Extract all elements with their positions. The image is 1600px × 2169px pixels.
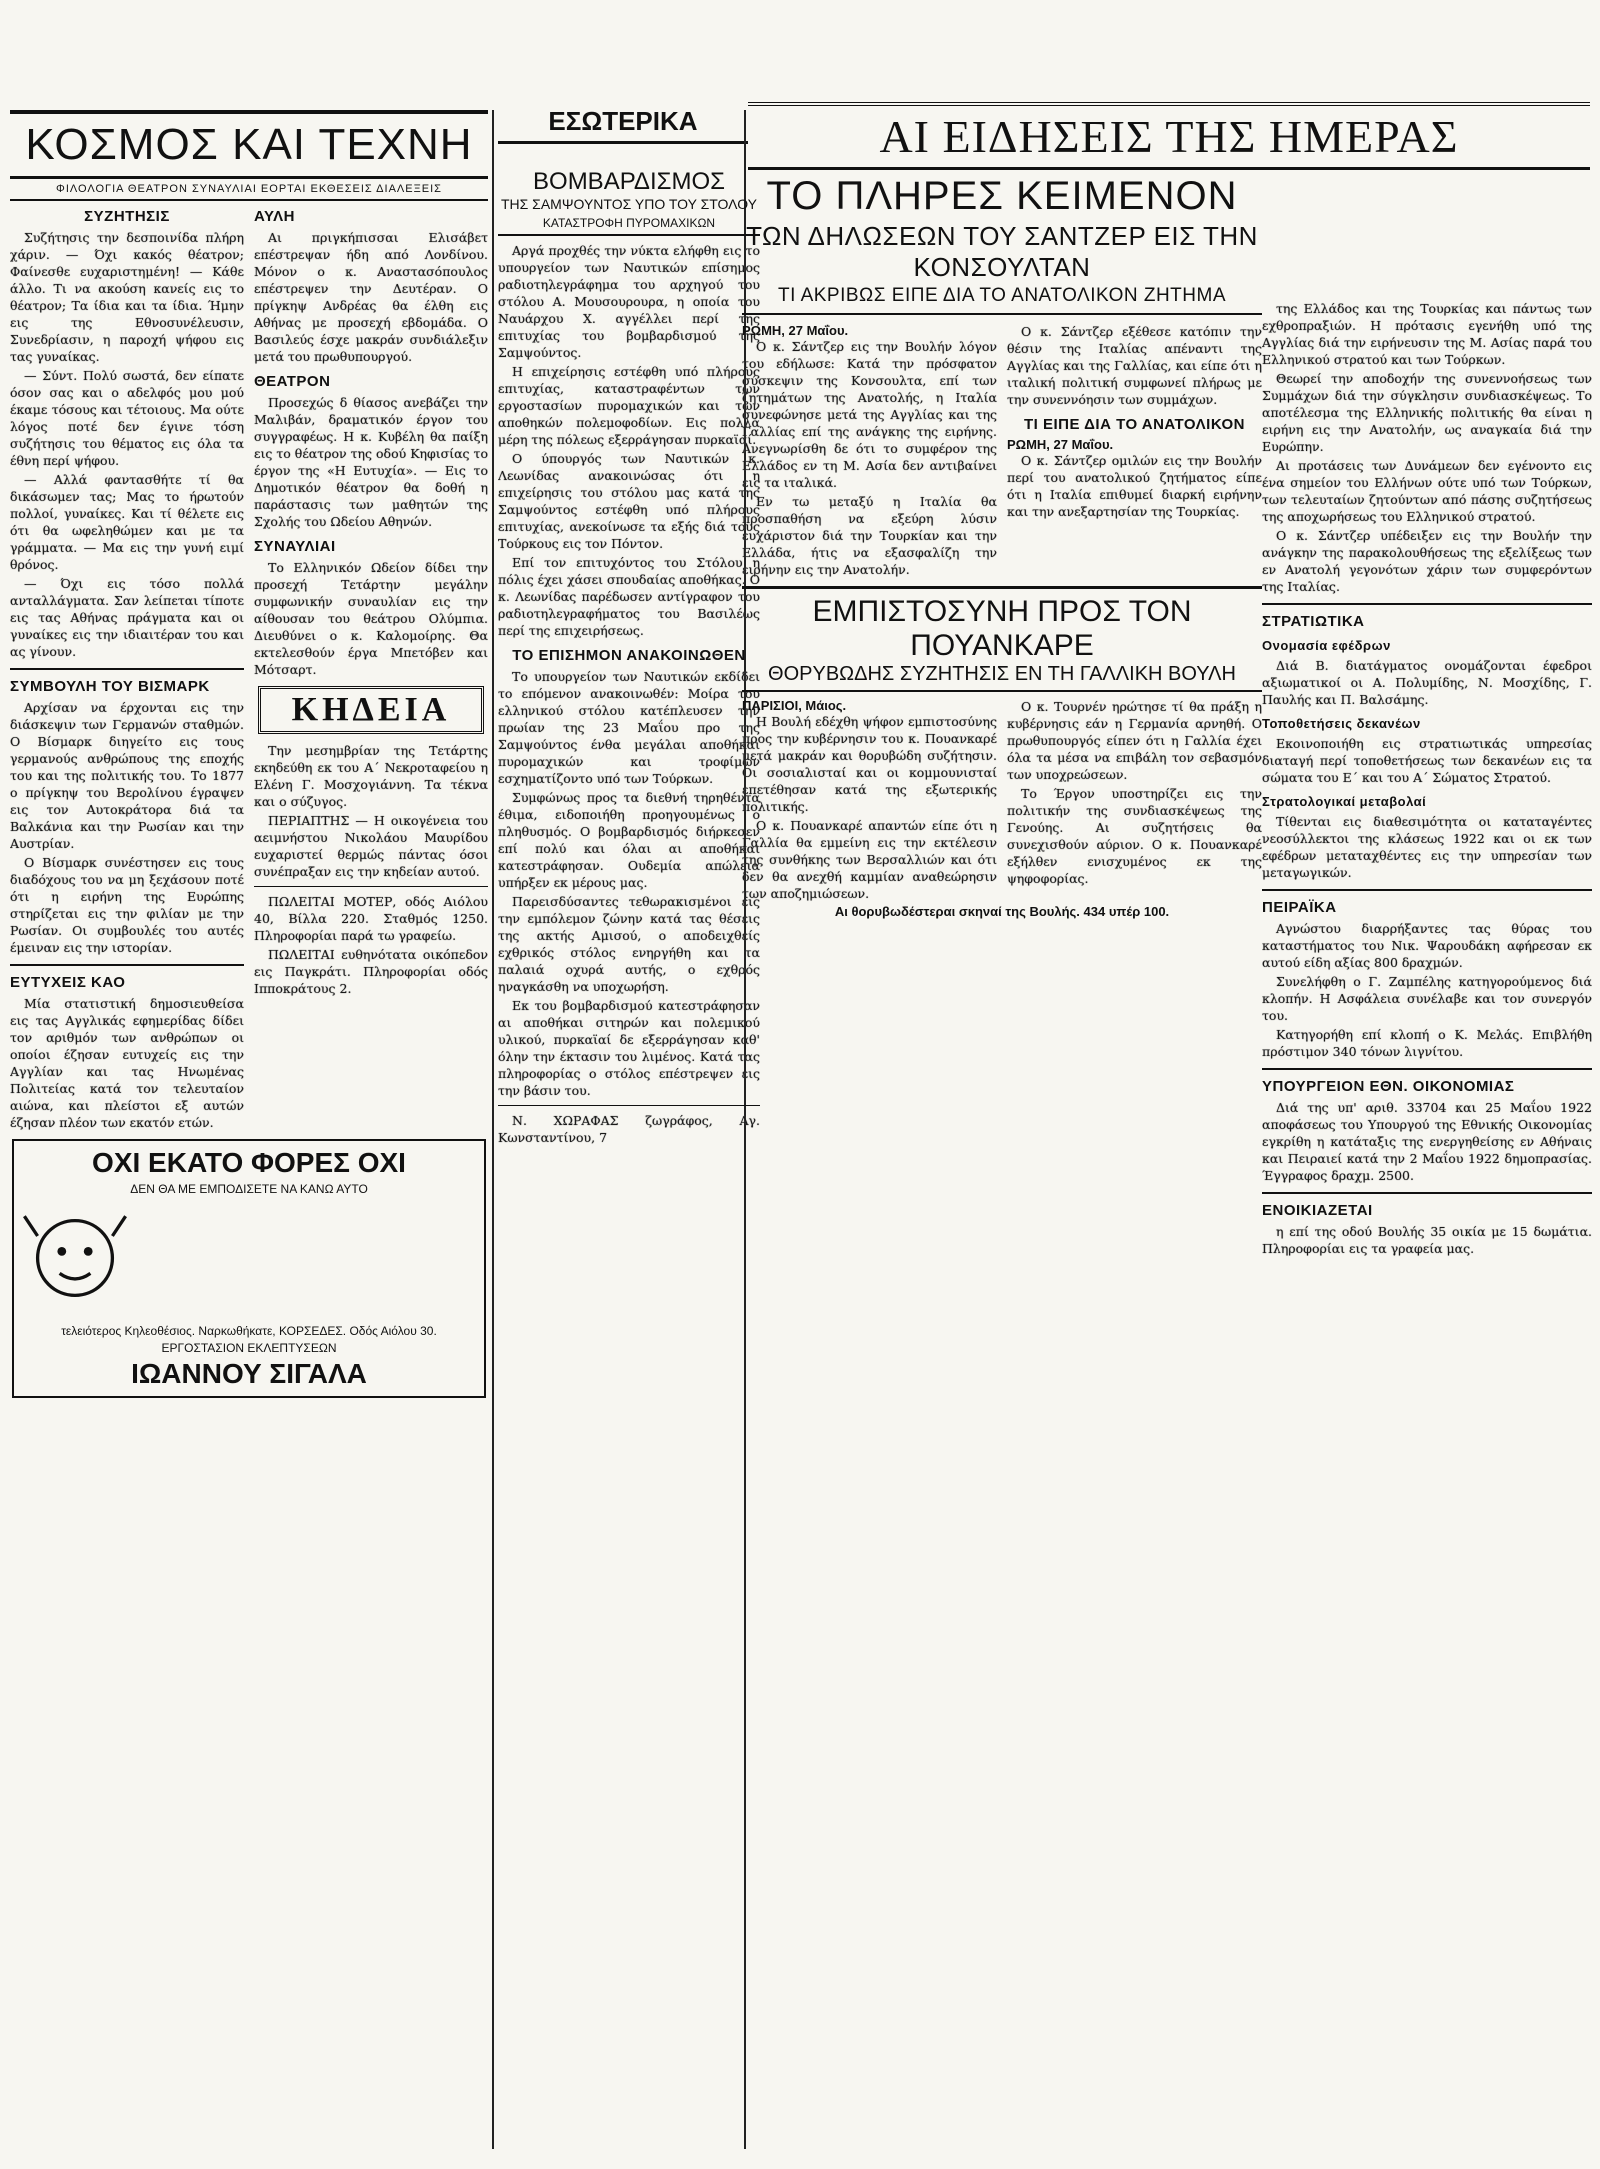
article-santzer [742,338,997,578]
heading-aylh: ΑΥΛΗ [254,208,295,225]
divider [1262,1192,1592,1194]
dateline: ΡΩΜΗ, 27 Μαΐου. [742,323,849,338]
main-right [1007,323,1262,580]
heading-syzitisis: ΣΥΖΗΤΗΣΙΣ [84,208,170,225]
paragraph: Αρχίσαν να έρχονται εις την διάσκεψιν των Γερμανών σταθμών. Ο Βίσμαρκ διηγείτο εις τους γερμανούς ανθρώπους της εποχής του και της πολιτικής του. Το 1877 ο πρίγκηψ του Βερολίνου έγραψεν εις τον Αυτοκράτορα διά τα Βαλκάνια και την Ρωσίαν και την Αυστρίαν. [10,700,244,851]
article-anatolikon [1007,452,1262,520]
article-poincare [742,713,997,902]
column-right [1262,300,1592,2149]
divider [10,668,244,670]
paragraph: της Ελλάδος και της Τουρκίας και πάντως των εχθροπραξιών. Η πρότασις εγενήθη υπό της Αγγλίας διά την ειρήνευσιν της Μ. Ασίας παρά του Ελληνικού στρατού και των Τούρκων. [1262,301,1592,367]
paragraph: Διά Β. διατάγματος ονομάζονται έφεδροι αξιωματικοί οι Α. Πολυμίδης, Ν. Μοσχίδης, Γ. Παυλής και Π. Βαλσάμης. [1262,658,1592,707]
bomb-kicker: ΚΑΤΑΣΤΡΟΦΗ ΠΥΡΟΜΑΧΙΚΩΝ [498,212,760,236]
paragraph: Θεωρεί την αποδοχήν της συνεννοήσεως των Συμμάχων διά την σύγκλησιν συνδιασκέψεως. Το αποτέλεσμα της Ελληνικής πολιτικής θα είναι η ειρήνη εις την Ανατολήν, ως αναγκαία διά την Ευρώπην. [1262,371,1592,454]
article-ypourgeion [1262,1099,1592,1184]
column-divider [492,110,494,2149]
article-enoikiazetai [1262,1223,1592,1257]
signoff [498,1112,760,1146]
column-esoterika [498,160,760,2149]
paragraph: Συνελήφθη ο Γ. Ζαμπέλης κατηγορούμενος διά κλοπήν. Η Ασφάλεια συνέλαβε και τον συνεργόν του. [1262,974,1592,1023]
paragraph: Ο ύπουργός των Ναυτικών κ. Λεωνίδας ανακοινώσας ότι η επιχείρησις του στόλου μας κατά της Σαμψούντος εστέφθη υπό πλήρους επιτυχίας, ανεκοίνωσε τα εξής διά τους Τούρκους εις τον Πόντον. [498,451,760,551]
heading-symvouli: ΣΥΜΒΟΥΛΗ ΤΟΥ ΒΙΣΜΑΡΚ [10,678,210,695]
paragraph: — Όχι εις τόσο πολλά ανταλλάγματα. Σαν λείπεται τίποτε εις τας Αθήνας πράγματα και οι γυναίκες εις την ιδιαιτέραν του και ας γίνουν. [10,576,244,659]
paragraph: Μία στατιστική δημοσιευθείσα εις τας Αγγλικάς εφημερίδας δίδει τον αριθμόν των ανθρώπων οι οποίοι έζησαν ευτυχείς εις την Αγγλίαν και τας Ηνωμένας Πολιτείας κατά τον τελευταίον αιώνα, και πλείστοι εξ αυτών έζησαν πλέον των εκατόν ετών. [10,996,244,1130]
bomb-subtitle: ΤΗΣ ΣΑΜΨΟΥΝΤΟΣ ΥΠΟ ΤΟΥ ΣΤΟΛΟΥ [500,196,758,212]
paragraph: Ο Βίσμαρκ συνέστησεν εις τους διαδόχους του να μη ξεχάσουν ποτέ ότι η ειρήνη της Ευρώπης στηρίζεται εις την φιλίαν με την Ρωσίαν. Οι συμβουλές του αυτές έμειναν εις την ιστορίαν. [10,855,244,955]
paragraph: Εκοινοποιήθη εις στρατιωτικάς υπηρεσίας διαταγή περί τοποθετήσεως των δεκανέων εις τα σώματα του Ε΄ και του Α΄ Σώματος Στρατού. [1262,736,1592,785]
col1-left [10,200,244,1133]
paragraph: η επί της οδού Βουλής 35 οικία με 15 δωμάτια. Πληροφορίαι εις τα γραφεία μας. [1262,1224,1592,1256]
heading-peiraika: ΠΕΙΡΑΪΚΑ [1262,899,1337,916]
esoterika-title: ΕΣΩΤΕΡΙΚΑ [498,102,748,144]
ad-line: τελειότερος Κηλεοθέσιος. Ναρκωθήκατε, ΚΟΡΣΕΔΕΣ. Οδός Αιόλου 30. [61,1324,437,1338]
heading-topothetisis: Τοποθετήσεις δεκανέων [1262,716,1421,731]
article-anakoinothen [498,668,760,1099]
bomb-title: ΒΟΜΒΑΡΔΙΣΜΟΣ [533,168,725,195]
paragraph: Την μεσημβρίαν της Τετάρτης εκηδεύθη εκ του Α΄ Νεκροταφείου η Ελένη Γ. Μοσχογιάννη. Τα τέκνα και ο σύζυγος. [254,743,488,809]
paragraph: Το υπουργείον των Ναυτικών εκδίδει το επόμενον ανακοινωθέν: Μοίρα του ελληνικού στόλου κατέπλευσεν την πρωίαν της 23 Μαΐου προ της Σαμψούντος ένθα μεγάλαι αποθήκαι πυρομαχικών και τροφίμων εσχηματίζοντο υπό των Τούρκων. [498,669,760,786]
column-main-news [742,168,1262,2149]
article-bombardment [498,242,760,639]
heading-stratologikai: Στρατολογικαί μεταβολαί [1262,794,1427,809]
article-syzitisis [10,229,244,660]
news-header [748,102,1590,170]
paragraph: Ο κ. Σάντζερ υπέδειξεν εις την Βουλήν την ανάγκην της παρακολουθήσεως της εξελίξεως των εν Ανατολή γεγονότων χάριν των συμφερόντων της Ιταλίας. [1262,528,1592,594]
heading-ti-eipe: ΤΙ ΕΙΠΕ ΔΙΑ ΤΟ ΑΝΑΤΟΛΙΚΟΝ [1024,416,1245,433]
paragraph: Η Βουλή εδέχθη ψήφον εμπιστοσύνης προς την κυβέρνησιν του κ. Πουανκαρέ μετά μακράν και θορυβώδη συζήτησιν. Οι σοσιαλισταί και οι κομμουνισταί επετέθησαν κατά της εξωτερικής πολιτικής. [742,714,997,814]
divider [254,886,488,887]
article-bismarck [10,699,244,956]
paragraph: — Αλλά φαντασθήτε τί θα δικάσωμεν τας; Μας το ήρωτούν πολλοί, γυναίκες. Και τί θέλετε εις ότι θα ωφεληθώμεν και με τα γράμματα. — Μα εις την γυνή ειμί θρόνος. [10,472,244,572]
paragraph: Ο κ. Σάντζερ εξέθεσε κατόπιν την θέσιν της Ιταλίας απέναντι της Αγγλίας και της Γαλλίας, και είπε ότι η ιταλική πολιτική συμφωνεί πλήρως με την συνεννόησιν των συμμάχων. [1007,324,1262,407]
paragraph: ΠΩΛΕΙΤΑΙ ευθηνότατα οικόπεδον εις Παγκράτι. Πληροφορίαι οδός Ιπποκράτους 2. [254,947,488,996]
col1-split [10,200,488,1133]
paragraph: Ο κ. Σάντζερ ομιλών εις την Βουλήν περί του ανατολικού ζητήματος είπε ότι η Ιταλία επιθυμεί διαρκή ειρήνην και την ανεξαρτησίαν της Τουρκίας. [1007,453,1262,519]
ad-line: ΕΡΓΟΣΤΑΣΙΟΝ ΕΚΛΕΠΤΥΣΕΩΝ [161,1341,337,1355]
paragraph: ΠΕΡΙΑΠΤΗΣ — Η οικογένεια του αειμνήστου Νικολάου Μαυρίδου ευχαριστεί θερμώς πάντας όσοι συνέπραξαν εις την κηδείαν αυτού. [254,813,488,879]
heading-enoikiazetai: ΕΝΟΙΚΙΑΖΕΤΑΙ [1262,1202,1373,1219]
paragraph: ΠΩΛΕΙΤΑΙ ΜΟΤΕΡ, οδός Αιόλου 40, Βίλλα 220. Σταθμός 1250. Πληροφορίαι παρά τω γραφείω. [254,894,488,943]
heading-onomasia: Ονομασία εφέδρων [1262,638,1391,653]
article-kedeia [254,742,488,880]
paragraph: Επί τον επιτυχόντος του Στόλου η πόλις έχει χάσει σπουδαίας αποθήκας. Ο κ. Λεωνίδας παρέδωσεν αντίγραφον του ραδιοτηλεγραφήματος του Βασιλέως περί της επιχειρήσεως. [498,555,760,638]
poincare-columns [742,698,1262,904]
article-onomasia [1262,657,1592,708]
article-stratologikai [1262,813,1592,881]
paragraph: Το Ελληνικόν Ωδείον δίδει την προσεχή Τετάρτην μεγάλην συμφωνικήν συναυλίαν εις την αίθουσαν του θεάτρου Ολύμπια. Διευθύνει ο κ. Καλομοίρης. Θα εκτελεσθούν έργα Μπετόβεν και Μότσαρτ. [254,560,488,677]
paragraph: Διά της υπ' αριθ. 33704 και 25 Μαΐου 1922 αποφάσεως του Υπουργού της Εθνικής Οικονομίας εγκρίθη η κατάταξις της ενεργηθείσης εν Αθήναις και Πειραιεί κατά την 2 Μαΐου 1922 δημοπρασίας. Έγγραφος δραχμ. 2500. [1262,1100,1592,1183]
article-theatron [254,394,488,530]
advertisement-sigala [12,1139,486,1398]
paragraph: Κατηγορήθη επί κλοπή ο Κ. Μελάς. Επιβλήθη πρόστιμον 340 τόνων λιγνίτου. [1262,1027,1592,1059]
poincare-left [742,698,997,904]
ad-name: ΙΩΑΝΝΟΥ ΣΙΓΑΛΑ [131,1358,367,1389]
section-subtitle: ΦΙΛΟΛΟΓΙΑ ΘΕΑΤΡΟΝ ΣΥΝΑΥΛΙΑΙ ΕΟΡΤΑΙ ΕΚΘΕΣΕΙΣ ΔΙΑΛΕΞΕΙΣ [10,179,488,201]
main-kicker: ΤΙ ΑΚΡΙΒΩΣ ΕΙΠΕ ΔΙΑ ΤΟ ΑΝΑΤΟΛΙΚΟΝ ΖΗΤΗΜΑ [742,285,1262,315]
paragraph: Αι πριγκήπισσαι Ελισάβετ επέστρεψαν ήδη από Λονδίνου. Μόνον ο κ. Αναστασόπουλος επέστρεψεν την Δευτέραν. Ο πρίγκηψ Ανδρέας θα έλθη εις Αθήνας με προσεχή εβδομάδα. Ο Βασιλεύς έσχε μακράν συνδιάλεξιν μετά του πρωθυπουργού. [254,230,488,364]
article-santzer-cont [1007,323,1262,408]
ad-title: ΟΧΙ ΕΚΑΤΟ ΦΟΡΕΣ ΟΧΙ [92,1147,406,1178]
paragraph: Εκ του βομβαρδισμού κατεστράφησαν αι αποθήκαι σιτηρών και πολεμικού υλικού, πυρκαϊαί δε εξερράγησαν καθ' όλην την έκτασιν του λιμένος. Κατά τας πληροφορίας ο στόλος επέστρεψεν εις την βάσιν του. [498,998,760,1098]
heading-ypourgeion: ΥΠΟΥΡΓΕΙΟΝ ΕΘΝ. ΟΙΚΟΝΟΜΙΑΣ [1262,1078,1515,1095]
article-topothetisis [1262,735,1592,786]
main-headline: ΤΟ ΠΛΗΡΕΣ ΚΕΙΜΕΝΟΝ [766,174,1238,218]
paragraph: Συμφώνως προς τα διεθνή τηρηθέντα έθιμα, ειδοποιήθη προηγουμένως ο πληθυσμός. Ο βομβαρδισμός διήρκεσεν επί πολύ και όλαι αι αποθήκαι κατεστράφησαν. Ουδεμία απώλεια υπήρξεν εκ μέρους μας. [498,790,760,890]
paragraph: Συζήτησις την δεσποινίδα πλήρη χάριν. — Όχι κακός θέατρον; Φαίνεσθε ευχαριστημένη! — Κάθε άλλο. Τι να ακούση κανείς εις το θέατρον; Τα ίδια και τα ίδια. Ήμην εις της Εθνοσυνέλευσιν, Συνεδρίασιν, η παροχή ψήφου εις τας γυναίκας. [10,230,244,364]
classified-ad [254,893,488,997]
paragraph: Ο κ. Τουρνέν ηρώτησε τί θα πράξη η κυβέρνησις εάν η Γερμανία αρνηθή. Ο πρωθυπουργός είπεν ότι η Γαλλία έχει όλα τα μέσα να επιβάλη τον σεβασμόν των υποχρεώσεων. [1007,699,1262,782]
article-synaylia [254,559,488,678]
column-kosmos [10,200,488,2149]
heading-synaylia: ΣΥΝΑΥΛΙΑΙ [254,538,336,555]
divider [1262,1068,1592,1070]
face-illustration-icon [20,1203,130,1313]
divider [498,1105,760,1106]
closing-line: Αι θορυβωδέστεραι σκηναί της Βουλής. 434 υπέρ 100. [834,904,1170,919]
paragraph: Ο κ. Πουανκαρέ απαντών είπε ότι η Γαλλία θα εμμείνη εις την εκτέλεσιν της συνθήκης των Βερσαλλιών και ότι δεν θα ανεχθή καμμίαν αναθεώρησιν των αποζημιώσεων. [742,818,997,901]
heading-anakoinothen: ΤΟ ΕΠΙΣΗΜΟΝ ΑΝΑΚΟΙΝΩΘΕΝ [512,647,746,664]
ad-line: ΔΕΝ ΘΑ ΜΕ ΕΜΠΟΔΙΣΕΤΕ ΝΑ ΚΑΝΩ ΑΥΤΟ [130,1182,368,1196]
news-title: ΑΙ ΕΙΔΗΣΕΙΣ ΤΗΣ ΗΜΕΡΑΣ [748,102,1590,170]
paragraph: — Σύντ. Πολύ σωστά, δεν είπατε όσον σας και ο αδελφός μου μού έκαμε τόσους και τέτοιους. Μα ούτε λόγος ποτέ δεν έγινε τόση συζήτησις του θέματος εις όλα τα έθνη περί ψήφου. [10,368,244,468]
divider [10,964,244,966]
col1-right [254,200,488,1133]
article-poincare-cont [1007,698,1262,887]
paragraph: Αι προτάσεις των Δυνάμεων δεν εγένοντο εις ένα σημείον του Ελλήνων ούτε υπό των Τούρκων, των τελευταίων ζητούντων από πάσης συζητήσεως της αποχωρήσεως του Ελληνικού στρατού. [1262,458,1592,524]
main-left [742,323,997,580]
heading-eytyxeis: ΕΥΤΥΧΕΙΣ ΚΑΟ [10,974,126,991]
divider [1262,603,1592,605]
paragraph: Τίθενται εις διαθεσιμότητα οι καταταγέντες νεοσύλλεκτοι της κλάσεως 1922 και οι εκ των εφέδρων μεταταχθέντες εις την υπηρεσίαν των μεταγωγικών. [1262,814,1592,880]
paragraph: Αργά προχθές την νύκτα ελήφθη εις το υπουργείον των Ναυτικών επίσημος ραδιοτηλεγράφημα του αρχηγού του στόλου Α. Μουσουρουρα, η οποία του Ναυάρχου Χ. αγγέλλει περί της επιτυχίας του βομβαρδισμού της Σαμψούντος. [498,243,760,360]
dateline: ΡΩΜΗ, 27 Μαΐου. [1007,437,1114,452]
heading-theatron: ΘΕΑΤΡΟΝ [254,373,331,390]
poincare-right [1007,698,1262,904]
paragraph: Ν. ΧΩΡΑΦΑΣ ζωγράφος, Αγ. Κωνσταντίνου, 7 [498,1113,760,1145]
poincare-subheadline: ΘΟΡΥΒΩΔΗΣ ΣΥΖΗΤΗΣΙΣ ΕΝ ΤΗ ΓΑΛΛΙΚΗ ΒΟΥΛΗ [742,663,1262,692]
heading-stratiotika: ΣΤΡΑΤΙΩΤΙΚΑ [1262,613,1365,630]
paragraph: Η επιχείρησις εστέφθη υπό πλήρους επιτυχίας, καταστραφέντων των εργοστασίων πυρομαχικών και των αποθηκών πολεμοφοδίων. Εις πολλά μέρη της πόλεως εξερράγησαν πυρκαϊαί. [498,364,760,447]
esoterika-header [498,102,748,144]
paragraph: Το Έργον υποστηρίζει εις την πολιτικήν της συνδιασκέψεως της Γενούης. Αι συζητήσεις θα συνεχισθούν αύριον. Ο κ. Πουανκαρέ εξήλθεν ενισχυμένος εκ της ψηφοφορίας. [1007,786,1262,886]
paragraph: Ο κ. Σάντζερ εις την Βουλήν λόγον του εδήλωσε: Κατά την πρόσφατον σύσκεψιν της Κονσουλτα, επί των ζητημάτων της Ανατολής, η Ιταλία συνεφώνησε μετά της Αγγλίας και της Γαλλίας επί της ανάγκης της ειρήνης. Ανεγνωρίσθη δε ότι το συμφέρον της Ελλάδος εν τη Μ. Ασία δεν αντιβαίνει εις τα ιταλικά. [742,339,997,490]
paragraph: Αγνώστου διαρρήξαντες τας θύρας του καταστήματος του Νικ. Ψαρουδάκη αφήρεσαν εκ αυτού είδη αξίας 800 δραχμών. [1262,921,1592,970]
divider [1262,889,1592,891]
paragraph: Προσεχώς δ θίασος ανεβάζει την Μαλιβάν, δραματικόν έργον του συγγραφέως. Η κ. Κυβέλη θα παίξη εις το θέατρον της οδού Κηφισίας το έργον της «Η Ευτυχία». — Εις το Δημοτικόν θέατρον θα δοθή η παράστασις των μαθητών της Σχολής του Ωδείου Αθηνών. [254,395,488,529]
main-columns [742,323,1262,580]
article-eytyxeis [10,995,244,1131]
paragraph: Παρεισδύσαντες τεθωρακισμένοι εις την εμπόλεμον ζώνην κατά τας θέσεις της ακτής Αμισού, ο αποδειχθείς εχθρικός στόλος ενηργήθη και τα παλαιά οχυρά αυτής, ο εχθρός ηναγκάσθη να υποχωρήση. [498,894,760,994]
kedeia-heading: ΚΗΔΕΙΑ [258,686,484,734]
section-title: ΚΟΣΜΟΣ ΚΑΙ ΤΕΧΝΗ [10,110,488,179]
article-aylh [254,229,488,365]
poincare-headline: ΕΜΠΙΣΤΟΣΥΝΗ ΠΡΟΣ ΤΟΝ ΠΟΥΑΝΚΑΡΕ [742,586,1262,663]
dateline: ΠΑΡΙΣΙΟΙ, Μάιος. [742,698,847,713]
main-subheadline: ΤΩΝ ΔΗΛΩΣΕΩΝ ΤΟΥ ΣΑΝΤΖΕΡ ΕΙΣ ΤΗΝ ΚΟΝΣΟΥΛΤΑΝ [746,221,1258,282]
paragraph: Εν τω μεταξύ η Ιταλία θα προσπαθήση να εξεύρη λύσιν ευχάριστον διά την Τουρκίαν και την Ελλάδα, ήτις να εξασφαλίζη την ειρήνην εις την Ανατολήν. [742,494,997,577]
section-masthead [10,110,488,195]
article-peiraika [1262,920,1592,1060]
article-anatoli-cont [1262,300,1592,595]
